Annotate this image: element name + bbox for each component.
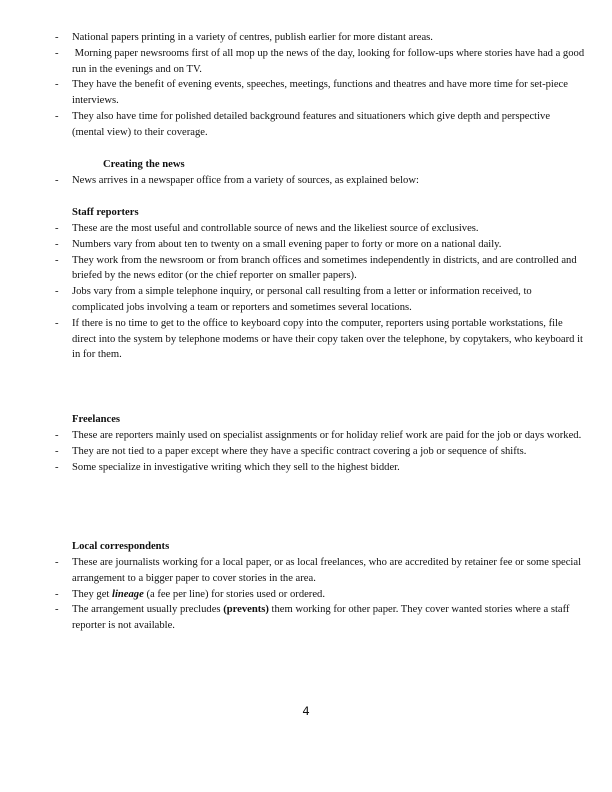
- local-list: [55, 555, 585, 634]
- item-text: News arrives in a newspaper office from a variety of sources, as explained below:: [72, 175, 419, 186]
- staff-list: [55, 221, 585, 363]
- item-text: National papers printing in a variety of centres, publish earlier for more distant areas.: [72, 32, 433, 43]
- list-item: [55, 253, 585, 285]
- section-heading-creating: Creating the news: [103, 159, 185, 170]
- bullet-dash: -: [55, 238, 59, 250]
- section-heading-freelances: Freelances: [72, 414, 121, 425]
- item-text: Numbers vary from about ten to twenty on a small evening paper to forty or more on a national daily.: [72, 238, 502, 250]
- list-item: [55, 602, 585, 634]
- bullet-dash: -: [55, 317, 59, 329]
- list-item: [55, 46, 585, 78]
- creating-list: [55, 173, 585, 189]
- item-text: Jobs vary from a simple telephone inquiry, or personal call resulting from a letter or information received, to complicated jobs involving a team or reporters and sometimes several locations.: [72, 286, 532, 313]
- bullet-dash: -: [55, 254, 59, 266]
- bullet-dash: -: [55, 557, 59, 568]
- item-text: They have the benefit of evening events, speeches, meetings, functions and theatres and have more time for set-piece interviews.: [72, 79, 568, 107]
- page-number: 4: [302, 704, 310, 718]
- list-item: [55, 284, 585, 316]
- item-text: They get: [72, 588, 113, 600]
- item-text: (a fee per line) for stories used or ordered.: [143, 588, 325, 600]
- list-item: [55, 316, 585, 363]
- item-text: These are journalists working for a local paper, or as local freelances, who are accredited by retainer fee or some special arrangement to a bigger paper to cover stories in the area.: [72, 557, 582, 584]
- list-item: [55, 237, 585, 253]
- bullet-dash: -: [55, 286, 59, 298]
- bullet-dash: -: [55, 32, 59, 43]
- item-text: These are the most useful and controllable source of news and the likeliest source of exclusives.: [72, 223, 479, 234]
- list-item: [55, 109, 585, 141]
- item-text: These are reporters mainly used on specialist assignments or for holiday relief work are paid for the job or days worked.: [72, 430, 582, 441]
- emphasis-lineage: lineage: [112, 588, 144, 600]
- section-heading-local: Local correspondents: [72, 541, 170, 552]
- bullet-dash: -: [55, 110, 59, 122]
- list-item: [55, 460, 585, 476]
- list-item: [55, 221, 585, 237]
- item-text: Morning paper newsrooms first of all mop up the news of the day, looking for follow-ups where stories have had a good run in the evenings and on TV.: [72, 47, 587, 75]
- list-item: [55, 173, 585, 189]
- list-item: [55, 30, 585, 46]
- list-item: [55, 444, 585, 460]
- list-item: [55, 77, 585, 109]
- item-text: They are not tied to a paper except where they have a specific contract covering a job or sequence of shifts.: [72, 445, 527, 457]
- bullet-dash: -: [55, 175, 59, 186]
- item-text: Some specialize in investigative writing which they sell to the highest bidder.: [72, 461, 400, 473]
- list-item: [55, 555, 585, 587]
- bullet-dash: -: [55, 445, 59, 457]
- section-heading-staff: Staff reporters: [72, 207, 139, 218]
- bullet-dash: -: [55, 47, 59, 59]
- bullet-dash: -: [55, 461, 59, 473]
- bullet-dash: -: [55, 604, 59, 616]
- bullet-dash: -: [55, 79, 59, 91]
- intro-list: [55, 30, 585, 141]
- item-text: They also have time for polished detailed background features and situationers which give depth and perspective (mental view) to their coverage.: [72, 110, 551, 138]
- list-item: [55, 587, 585, 603]
- emphasis-prevents: (prevents): [223, 604, 269, 616]
- item-text: They work from the newsroom or from branch offices and sometimes independently in districts, and are controlled and briefed by the news editor (or the chief reporter on smaller papers).: [72, 254, 577, 282]
- list-item: [55, 428, 585, 444]
- item-text: If there is no time to get to the office to keyboard copy into the computer, reporters using portable workstations, file direct into the system by telephone modems or have their copy taken over the telephone, by copytakers, who keyboard it in for them.: [72, 317, 583, 361]
- bullet-dash: -: [55, 588, 59, 600]
- item-text: The arrangement usually precludes: [72, 604, 224, 616]
- item-text: them working for other paper. They cover wanted stories where a staff reporter is not available.: [72, 604, 573, 632]
- freelances-list: [55, 428, 585, 475]
- bullet-dash: -: [55, 223, 59, 234]
- bullet-dash: -: [55, 430, 59, 441]
